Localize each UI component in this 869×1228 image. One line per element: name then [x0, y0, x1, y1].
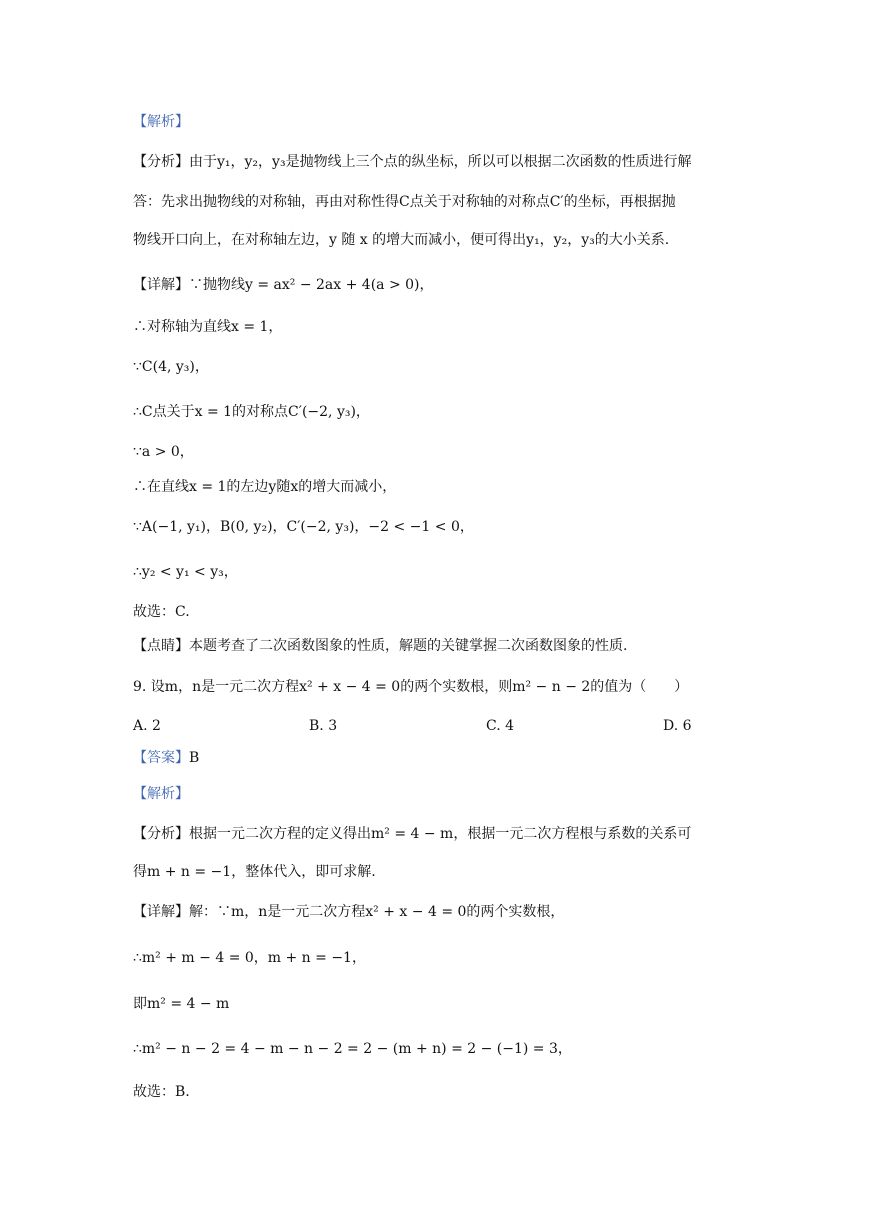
jiexi-heading-2: 【解析】: [133, 786, 189, 802]
detail-line-9: 故选：C.: [133, 604, 190, 620]
option-c: C. 4: [486, 718, 515, 734]
detail-line-5: ∵a > 0，: [133, 444, 194, 460]
detail2-line-2: ∴m² + m − 4 = 0，m + n = −1，: [133, 950, 366, 966]
comment-line: 【点睛】本题考查了二次函数图象的性质，解题的关键掌握二次函数图象的性质.: [133, 638, 628, 654]
analysis-line-3: 物线开口向上，在对称轴左边，y 随 x 的增大而减小，便可得出y₁，y₂，y₃的大小关系.: [133, 232, 670, 248]
option-b: B. 3: [309, 718, 338, 734]
detail-line-3: ∵C(4, y₃)，: [133, 359, 209, 375]
answer-value: B: [189, 750, 200, 766]
detail-line-4: ∴C点关于x = 1的对称点C′(−2, y₃)，: [133, 404, 370, 420]
detail2-line-1: 【详解】解：∵m，n是一元二次方程x² + x − 4 = 0的两个实数根，: [133, 904, 565, 920]
detail-line-6: ∴在直线x = 1的左边y随x的增大而减小，: [133, 479, 397, 495]
analysis-line-2: 答：先求出抛物线的对称轴，再由对称性得C点关于对称轴的对称点C′的坐标，再根据抛: [133, 194, 676, 210]
answer-tag: 【答案】: [133, 750, 189, 766]
question-9-stem: 9. 设m，n是一元二次方程x² + x − 4 = 0的两个实数根，则m² − n − 2的值为（ ）: [133, 679, 689, 695]
detail-line-2: ∴对称轴为直线x = 1，: [133, 319, 283, 335]
detail-line-7: ∵A(−1, y₁)，B(0, y₂)，C′(−2, y₃)，−2 < −1 < 0，: [133, 519, 474, 535]
detail-line-1: 【详解】∵抛物线y = ax² − 2ax + 4(a > 0)，: [133, 277, 434, 293]
analysis2-line-1: 【分析】根据一元二次方程的定义得出m² = 4 − m，根据一元二次方程根与系数的关系可: [133, 826, 692, 842]
analysis2-line-2: 得m + n = −1，整体代入，即可求解.: [133, 864, 376, 880]
answer-line: [133, 746, 199, 770]
jiexi-heading: 【解析】: [133, 114, 189, 130]
analysis-line-1: 【分析】由于y₁，y₂，y₃是抛物线上三个点的纵坐标，所以可以根据二次函数的性质进行解: [133, 154, 692, 170]
option-a: A. 2: [133, 718, 161, 734]
option-d: D. 6: [663, 718, 692, 734]
detail2-line-5: 故选：B.: [133, 1084, 190, 1100]
detail2-line-4: ∴m² − n − 2 = 4 − m − n − 2 = 2 − (m + n) = 2 − (−1) = 3，: [133, 1041, 572, 1057]
detail-line-8: ∴y₂ < y₁ < y₃，: [133, 564, 238, 580]
detail2-line-3: 即m² = 4 − m: [133, 996, 230, 1012]
